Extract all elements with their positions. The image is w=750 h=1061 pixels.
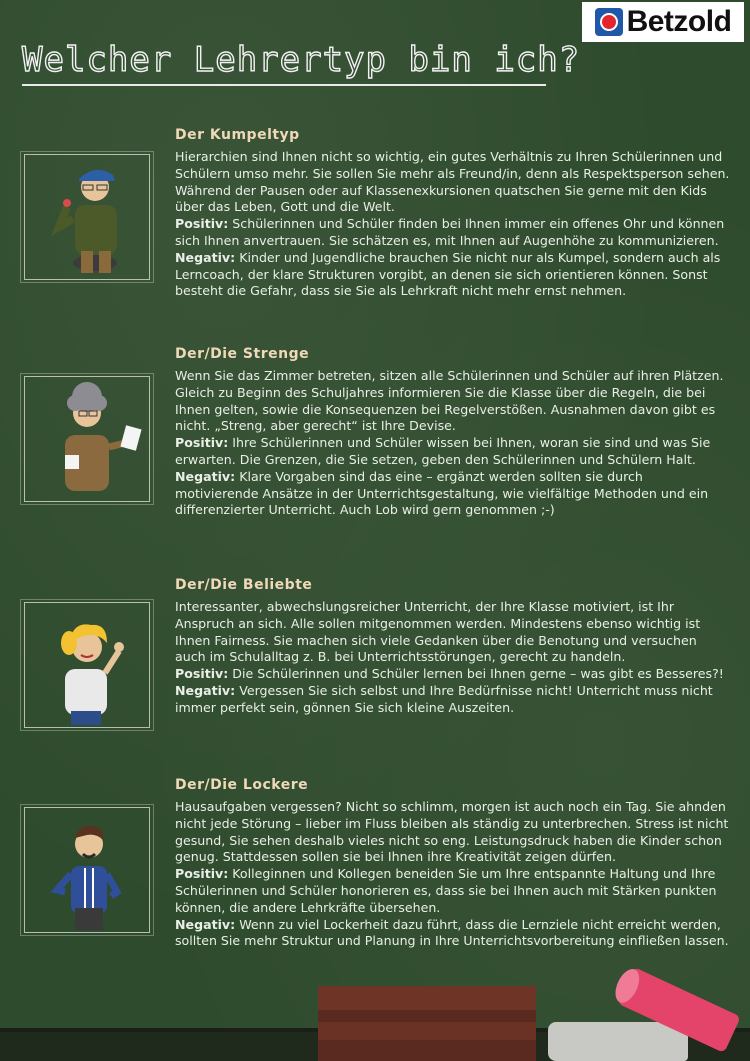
section-text — [175, 346, 730, 519]
relaxed-teacher-icon — [24, 807, 150, 933]
section-text — [175, 777, 730, 950]
section-title: Der Kumpeltyp — [175, 127, 300, 143]
betzold-logo — [582, 2, 744, 42]
section-body — [175, 149, 730, 300]
betzold-logo-text: Betzold — [626, 5, 732, 38]
section-body — [175, 368, 730, 519]
section-description: Hausaufgaben vergessen? Nicht so schlimm, morgen ist auch noch ein Tag. Sie ahnden nicht jede Störung – lieber im Fluss bleiben als ständig zu unterbrechen. Stress ist nicht gesund, Sie sehen deshalb vieles nicht so eng. Leistungsdruck haben die Kinder schon genug. Stattdessen sollen sie bei Ihnen ihre Kreativität zeigen dürfen. — [175, 799, 729, 865]
section-body — [175, 599, 730, 717]
negative-label: Negativ: — [175, 468, 236, 484]
positive-label: Positiv: — [175, 216, 229, 232]
section-text — [175, 577, 730, 717]
negative-text: Kinder und Jugendliche brauchen Sie nicht nur als Kumpel, sondern auch als Lerncoach, der klare Strukturen vorgibt, an denen sie sich orientieren können. Sonst besteht die Gefahr, dass sie Sie als Lehrkraft nicht mehr ernst nehmen. — [175, 249, 721, 299]
betzold-logo-mark-icon — [595, 8, 623, 36]
negative-label: Negativ: — [175, 249, 236, 265]
section-title: Der/Die Lockere — [175, 777, 309, 793]
title-underline — [22, 84, 546, 86]
negative-label: Negativ: — [175, 682, 236, 698]
strict-teacher-icon — [24, 376, 150, 502]
section-title: Der/Die Beliebte — [175, 577, 313, 593]
positive-label: Positiv: — [175, 666, 229, 682]
popular-teacher-icon — [24, 602, 150, 728]
negative-text: Wenn zu viel Lockerheit dazu führt, dass die Lernziele nicht erreicht werden, sollten Sie mehr Struktur und Planung in Ihre Unterrichtsvorbereitung einfließen lassen. — [175, 916, 729, 949]
section-title: Der/Die Strenge — [175, 346, 310, 362]
section-text — [175, 127, 730, 300]
positive-text: Schülerinnen und Schüler finden bei Ihnen immer ein offenes Ohr und können sich Ihnen anvertrauen. Sie schätzen es, mit Ihnen auf Augenhöhe zu kommunizieren. — [175, 216, 725, 248]
negative-text: Klare Vorgaben sind das eine – ergänzt werden sollten sie durch motivierende Ansätze in der Unterrichtsgestaltung, wie vielfältige Methoden und ein differenzierter Unterricht. Auch Lob wird gern genommen ;-) — [175, 468, 709, 518]
positive-label: Positiv: — [175, 435, 229, 451]
page-title: Welcher Lehrertyp bin ich? — [22, 40, 581, 80]
section-description: Hierarchien sind Ihnen nicht so wichtig, ein gutes Verhältnis zu Ihren Schülerinnen und Schülern umso mehr. Sie sollen Sie mehr als Freund/in, denn als Respektsperson sehen. Während der Pausen oder auf Klassenexkursionen quatschen Sie gerne mit den Kids über das Leben, Gott und die Welt. — [175, 149, 730, 215]
negative-label: Negativ: — [175, 916, 236, 932]
negative-text: Vergessen Sie sich selbst und Ihre Bedürfnisse nicht! Unterricht muss nicht immer perfekt sein, gönnen Sie sich kleine Auszeiten. — [175, 682, 713, 715]
positive-text: Ihre Schülerinnen und Schüler wissen bei Ihnen, woran sie sind und was Sie erwarten. Die Grenzen, die Sie setzen, geben den Schülerinnen und Schülern Halt. — [175, 435, 711, 467]
section-body — [175, 799, 730, 950]
section-description: Interessanter, abwechslungsreicher Unterricht, der Ihre Klasse motiviert, ist Ihr Anspruch an sich. Alle sollen mitgenommen werden. Mindestens ebenso wichtig ist Ihnen Fairness. Sie machen sich viele Gedanken über die Benotung und versuchen auch im Schulalltag z. B. bei Unterrichtsstörungen, gerecht zu handeln. — [175, 599, 701, 665]
eraser-block — [318, 986, 536, 1061]
positive-label: Positiv: — [175, 866, 229, 882]
positive-text: Die Schülerinnen und Schüler lernen bei Ihnen gerne – was gibt es Besseres?! — [232, 666, 724, 682]
grey-chalk-icon — [548, 1022, 688, 1061]
section-description: Wenn Sie das Zimmer betreten, sitzen alle Schülerinnen und Schüler auf ihren Plätzen. Gleich zu Beginn des Schuljahres informieren Sie die Klasse über die Regeln, die bei Ihnen gelten, sowie die Konsequenzen bei Regelverstößen. Ausnahmen davon gibt es nicht. „Streng, aber gerecht“ ist Ihre Devise. — [175, 368, 724, 434]
teacher-cap-icon — [24, 154, 150, 280]
positive-text: Kolleginnen und Kollegen beneiden Sie um Ihre entspannte Haltung und Ihre Schülerinnen und Schüler honorieren es, dass sie bei Ihnen auch mit Stärken punkten können, die andere Lehrkräfte übersehen. — [175, 866, 717, 915]
